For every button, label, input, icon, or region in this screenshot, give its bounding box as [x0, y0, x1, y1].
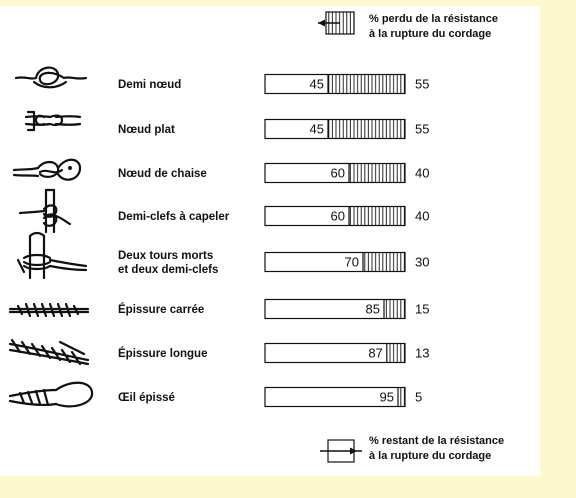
bar-lost-5 — [363, 253, 405, 272]
lost-value-6: 15 — [415, 301, 430, 317]
bar-lost-7 — [387, 344, 405, 363]
category-label-8: Œil épissé — [118, 392, 175, 404]
bar-lost-4 — [349, 207, 405, 226]
bar-lost-3 — [349, 164, 405, 183]
lost-value-1: 55 — [415, 76, 430, 92]
noeud-de-chaise-icon — [14, 160, 80, 180]
legend-lost-swatch — [318, 12, 354, 34]
legend-kept-line1: % restant de la résistance — [369, 435, 505, 447]
category-label-2: Nœud plat — [118, 124, 175, 136]
row-3 — [14, 160, 429, 183]
bar-lost-2 — [328, 120, 405, 139]
category-label-4: Demi-clefs à capeler — [118, 211, 230, 223]
legend-lost — [318, 12, 498, 40]
lost-value-2: 55 — [415, 121, 430, 137]
legend-kept — [320, 435, 504, 462]
bar-lost-8 — [398, 388, 405, 407]
legend-kept-swatch — [320, 440, 362, 462]
epissure-longue-icon — [10, 340, 88, 364]
category-label-5-line2: et deux demi-clefs — [118, 264, 219, 276]
remaining-value-6: 85 — [365, 301, 380, 317]
remaining-value-3: 60 — [330, 165, 345, 181]
bar-remaining-8 — [265, 388, 398, 407]
oeil-episse-icon — [10, 383, 92, 407]
lost-value-7: 13 — [415, 345, 430, 361]
row-4 — [20, 190, 429, 232]
lost-value-5: 30 — [415, 254, 430, 270]
deux-tours-morts-icon — [18, 233, 86, 278]
row-7 — [10, 340, 429, 364]
lost-value-8: 5 — [415, 389, 423, 405]
remaining-value-5: 70 — [344, 254, 359, 270]
chart-rows — [10, 68, 429, 407]
remaining-value-8: 95 — [379, 389, 394, 405]
category-label-5-line1: Deux tours morts — [118, 250, 214, 262]
epissure-carree-icon — [10, 304, 88, 316]
legend-kept-line2: à la rupture du cordage — [369, 450, 492, 462]
remaining-value-4: 60 — [330, 208, 345, 224]
category-label-7: Épissure longue — [118, 348, 208, 360]
remaining-value-7: 87 — [368, 345, 383, 361]
category-label-6: Épissure carrée — [118, 304, 205, 316]
category-label-1: Demi nœud — [118, 79, 182, 91]
lost-value-3: 40 — [415, 165, 430, 181]
category-label-3: Nœud de chaise — [118, 168, 207, 180]
remaining-value-2: 45 — [309, 121, 324, 137]
lost-value-4: 40 — [415, 208, 430, 224]
bar-lost-1 — [328, 75, 405, 94]
row-5 — [18, 233, 429, 278]
noeud-plat-icon — [26, 112, 80, 130]
demi-clefs-a-capeler-icon — [20, 190, 70, 232]
row-1 — [16, 68, 429, 94]
legend-lost-line1: % perdu de la résistance — [369, 13, 498, 25]
row-2 — [26, 112, 429, 139]
remaining-value-1: 45 — [309, 76, 324, 92]
demi-noeud-icon — [16, 68, 86, 88]
legend-lost-line2: à la rupture du cordage — [369, 28, 492, 40]
bar-lost-6 — [384, 300, 405, 319]
row-8 — [10, 383, 422, 407]
row-6 — [10, 300, 429, 319]
